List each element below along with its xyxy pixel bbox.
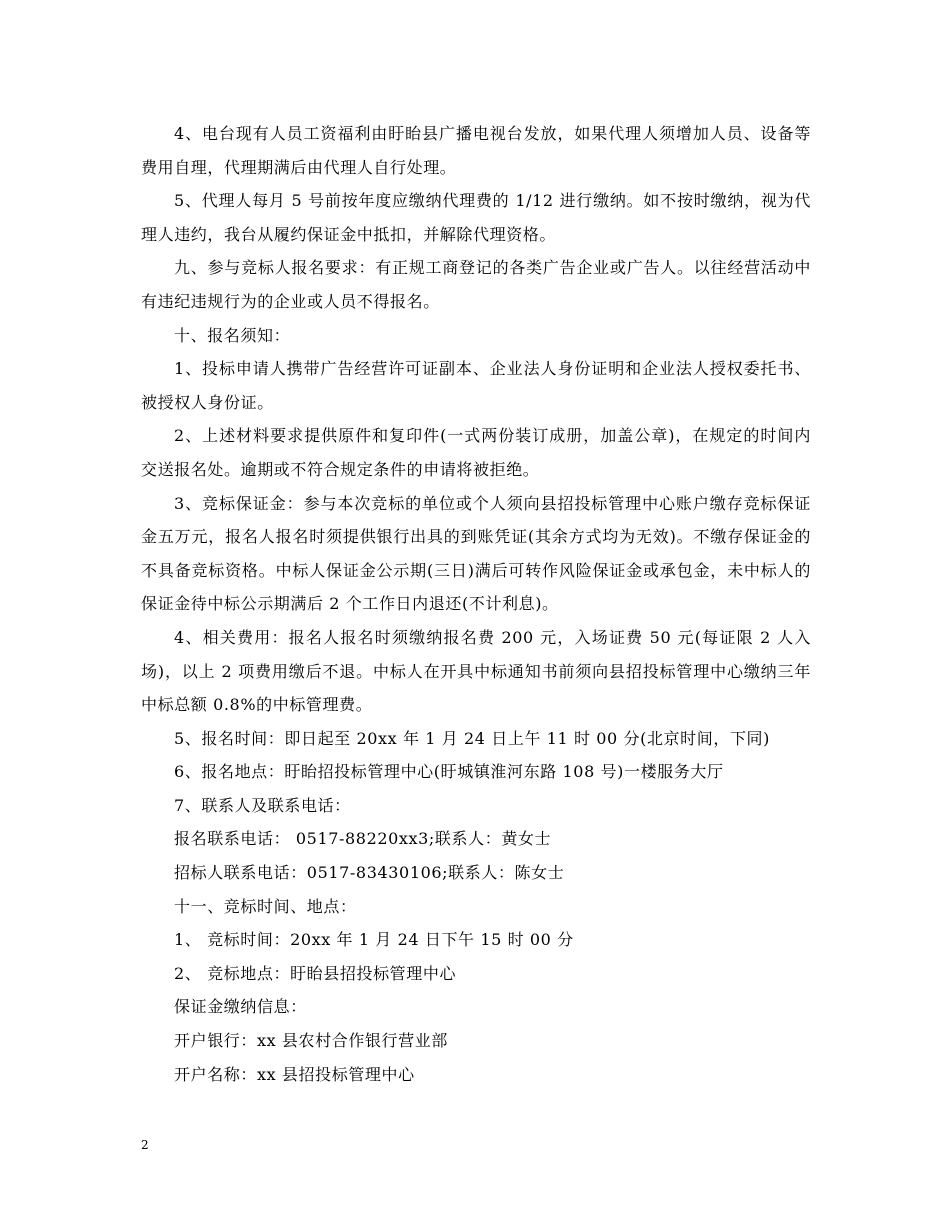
paragraph-deposit-info-heading: 保证金缴纳信息： <box>174 997 307 1017</box>
paragraph-bank-name: 开户银行：xx 县农村合作银行营业部 <box>174 1031 448 1051</box>
page-number: 2 <box>141 1138 149 1152</box>
section-bidder-requirements: 九、参与竞标人报名要求：有正规工商登记的各类广告企业或广告人。以往经营活动中有违纪违规行为的企业或人员不得报名。 <box>141 258 811 311</box>
paragraph-bidding-time: 1、 竞标时间：20xx 年 1 月 24 日下午 15 时 00 分 <box>174 930 574 950</box>
paragraph-registration-location: 6、报名地点：盱眙招投标管理中心(盱城镇淮河东路 108 号)一楼服务大厅 <box>174 762 724 782</box>
document-body <box>141 117 811 1091</box>
paragraph-registration-contact: 报名联系电话： 0517-88220xx3;联系人：黄女士 <box>174 829 552 849</box>
section-heading-registration-notice: 十、报名须知： <box>174 325 291 345</box>
paragraph-document-submission: 2、上述材料要求提供原件和复印件(一式两份装订成册，加盖公章)，在规定的时间内交送报名处。逾期或不符合规定条件的申请将被拒绝。 <box>141 426 811 479</box>
paragraph-contacts-heading: 7、联系人及联系电话： <box>174 795 351 815</box>
paragraph-bid-deposit: 3、竞标保证金：参与本次竞标的单位或个人须向县招投标管理中心账户缴存竞标保证金五万元，报名人报名时须提供银行出具的到账凭证(其余方式均为无效)。不缴存保证金的不具备竞标资格。中标人保证金公示期(三日)满后可转作风险保证金或承包金，未中标人的保证金待中标公示期满后 2 个工作日内退还(不计利息)。 <box>141 493 811 614</box>
paragraph-bidding-location: 2、 竞标地点：盱眙县招投标管理中心 <box>174 963 457 983</box>
paragraph-registration-time: 5、报名时间：即日起至 20xx 年 1 月 24 日上午 11 时 00 分(北京时间，下同) <box>174 728 770 748</box>
paragraph-account-name: 开户名称：xx 县招投标管理中心 <box>174 1064 415 1084</box>
paragraph-related-fees: 4、相关费用：报名人报名时须缴纳报名费 200 元，入场证费 50 元(每证限 2 人入场)，以上 2 项费用缴后不退。中标人在开具中标通知书前须向县招投标管理中心缴纳三年中标总额 0.8%的中标管理费。 <box>141 627 811 715</box>
paragraph-staff-welfare: 4、电台现有人员工资福利由盱眙县广播电视台发放，如果代理人须增加人员、设备等费用自理，代理期满后由代理人自行处理。 <box>141 124 811 177</box>
paragraph-required-documents: 1、投标申请人携带广告经营许可证副本、企业法人身份证明和企业法人授权委托书、被授权人身份证。 <box>141 359 811 412</box>
section-heading-bidding-time-place: 十一、竞标时间、地点： <box>174 896 357 916</box>
paragraph-monthly-payment: 5、代理人每月 5 号前按年度应缴纳代理费的 1/12 进行缴纳。如不按时缴纳，视为代理人违约，我台从履约保证金中抵扣，并解除代理资格。 <box>141 191 811 244</box>
paragraph-tenderer-contact: 招标人联系电话：0517-83430106;联系人：陈女士 <box>174 863 565 883</box>
